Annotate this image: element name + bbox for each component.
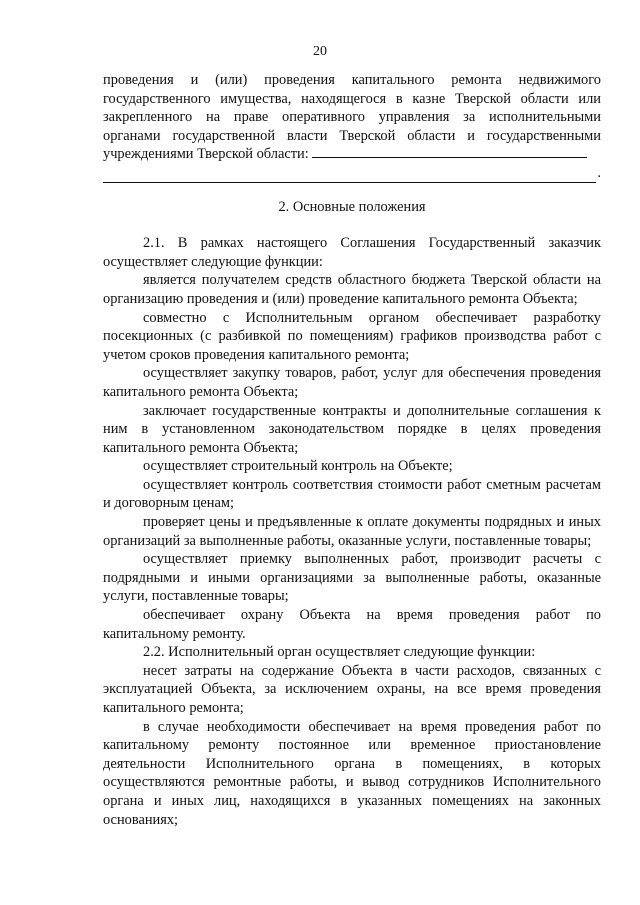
function-item: осуществляет контроль соответствия стоимости работ сметным расчетам и договорным ценам;	[103, 476, 601, 512]
function-item: проверяет цены и предъявленные к оплате документы подрядных и иных организаций за выполненные работы, оказанные услуги, поставленные товары;	[103, 514, 601, 549]
function-item: осуществляет приемку выполненных работ, производит расчеты с подрядными и иными организациями за выполненные работы, оказанные услуги, поставленные товары;	[103, 551, 601, 605]
function-item: является получателем средств областного бюджета Тверской области на организацию проведения и (или) проведение капитального ремонта Объекта;	[103, 272, 601, 307]
function-item: осуществляет закупку товаров, работ, услуг для обеспечения проведения капитального ремонта Объекта;	[103, 365, 601, 400]
function-item: заключает государственные контракты и дополнительные соглашения к ним в установленном законодательством порядке в целях проведения капитального ремонта Объекта;	[103, 402, 601, 456]
function-item: обеспечивает охрану Объекта на время проведения работ по капитальному ремонту.	[103, 607, 601, 642]
section-heading: 2. Основные положения	[278, 198, 426, 215]
fill-in-blank-row	[103, 164, 601, 183]
fill-in-blank-line	[312, 145, 587, 158]
intro-end-punct: .	[597, 164, 601, 181]
function-item: несет затраты на содержание Объекта в части расходов, связанных с эксплуатацией Объекта, за исключением охраны, на все время проведения капитального ремонта;	[103, 662, 601, 716]
fill-in-blank-line-2	[103, 170, 596, 183]
function-item: совместно с Исполнительным органом обеспечивает разработку посекционных (с разбивкой по помещениям) графиков производства работ с учетом сроков проведения капитального ремонта;	[103, 309, 601, 363]
clause-2-1: 2.1. В рамках настоящего Соглашения Государственный заказчик осуществляет следующие функции:	[103, 235, 601, 270]
function-item: осуществляет строительный контроль на Объекте;	[143, 458, 453, 475]
intro-text: проведения и (или) проведения капитального ремонта недвижимого государственного имущества, находящегося в казне Тверской области или закрепленного на праве оперативного управления за исполнительными органами государственной власти Тверской области и государственными учреждениями Тверской области:	[103, 72, 601, 163]
function-item: в случае необходимости обеспечивает на время проведения работ по капитальному ремонту постоянное или временное приостановление деятельности Исполнительного органа в помещениях, в которых осуществляются ремонтные работы, и вывод сотрудников Исполнительного органа и иных лиц, находящихся в указанных помещениях на законных основаниях;	[103, 718, 601, 828]
clause-2-2: 2.2. Исполнительный орган осуществляет следующие функции:	[143, 644, 536, 661]
page-number: 20	[313, 44, 327, 59]
document-body	[103, 71, 601, 829]
intro-paragraph	[103, 71, 601, 164]
